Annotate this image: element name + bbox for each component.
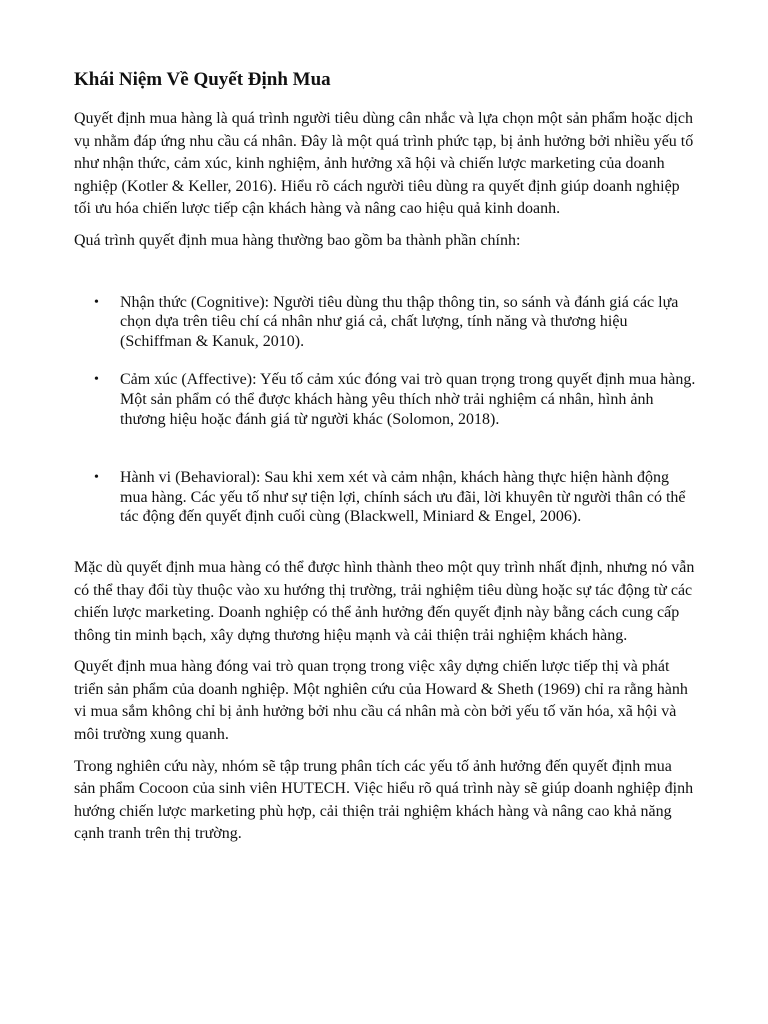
list-item-affective [74,370,696,429]
bullet-icon: • [94,470,99,486]
paragraph-3: Quyết định mua hàng đóng vai trò quan trọng trong việc xây dựng chiến lược tiếp thị và phát triển sản phẩm của doanh nghiệp. Một nghiên cứu của Howard & Sheth (1969) chỉ ra rằng hành vi mua sắm không chỉ bị ảnh hưởng bởi nhu cầu cá nhân mà còn bởi yếu tố văn hóa, xã hội và môi trường xung quanh. [74,658,688,744]
list-item-text: Cảm xúc (Affective): Yếu tố cảm xúc đóng vai trò quan trọng trong quyết định mua hàng. Một sản phẩm có thể được khách hàng yêu thích nhờ trải nghiệm cá nhân, hình ảnh thương hiệu hoặc đánh giá từ người khác (Solomon, 2018). [120,371,696,428]
paragraph-4: Trong nghiên cứu này, nhóm sẽ tập trung phân tích các yếu tố ảnh hưởng đến quyết định mua sản phẩm Cocoon của sinh viên HUTECH. Việc hiểu rõ quá trình này sẽ giúp doanh nghiệp định hướng chiến lược marketing phù hợp, cải thiện trải nghiệm khách hàng và nâng cao khả năng cạnh tranh trên thị trường. [74,757,694,843]
bullet-icon: • [94,294,99,310]
list-item-text: Hành vi (Behavioral): Sau khi xem xét và cảm nhận, khách hàng thực hiện hành động mua hàng. Các yếu tố như sự tiện lợi, chính sách ưu đãi, lời khuyên từ người thân có thể tác động đến quyết định cuối cùng (Blackwell, Miniard & Engel, 2006). [120,469,686,526]
list-item-text: Nhận thức (Cognitive): Người tiêu dùng thu thập thông tin, so sánh và đánh giá các lựa chọn dựa trên tiêu chí cá nhân như giá cả, chất lượng, tính năng và thương hiệu (Schiffman & Kanuk, 2010). [120,293,679,350]
document-title: Khái Niệm Về Quyết Định Mua [74,69,331,90]
list-intro-paragraph: Quá trình quyết định mua hàng thường bao gồm ba thành phần chính: [74,231,521,249]
list-item-behavioral [74,468,696,527]
bullet-icon: • [94,372,99,388]
paragraph-2: Mặc dù quyết định mua hàng có thể được hình thành theo một quy trình nhất định, nhưng nó vẫn có thể thay đổi tùy thuộc vào xu hướng thị trường, trải nghiệm tiêu dùng hoặc sự tác động từ các chiến lược marketing. Doanh nghiệp có thể ảnh hưởng đến quyết định này bằng cách cung cấp thông tin minh bạch, xây dựng thương hiệu mạnh và cải thiện trải nghiệm khách hàng. [74,558,695,644]
intro-paragraph: Quyết định mua hàng là quá trình người tiêu dùng cân nhắc và lựa chọn một sản phẩm hoặc dịch vụ nhằm đáp ứng nhu cầu cá nhân. Đây là một quá trình phức tạp, bị ảnh hưởng bởi nhiều yếu tố như nhận thức, cảm xúc, kinh nghiệm, ảnh hưởng xã hội và chiến lược marketing của doanh nghiệp (Kotler & Keller, 2016). Hiểu rõ cách người tiêu dùng ra quyết định giúp doanh nghiệp tối ưu hóa chiến lược tiếp cận khách hàng và nâng cao hiệu quả kinh doanh. [74,110,694,218]
components-list [74,293,696,527]
list-item-cognitive [74,293,696,352]
